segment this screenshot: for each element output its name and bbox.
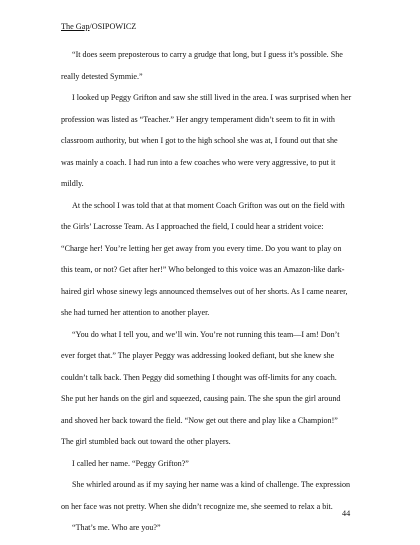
text-line: I called her name. “Peggy Grifton?”	[72, 458, 189, 468]
header-title: The Gap	[61, 22, 90, 31]
text-line: The girl stumbled back out toward the other players.	[61, 437, 231, 446]
text-line: She whirled around as if my saying her name was a kind of challenge. The expression	[72, 480, 351, 489]
text-line: She put her hands on the girl and squeezed, causing pain. The she spun the girl around	[61, 394, 341, 403]
text-line: this team, or not? Get after her!” Who belonged to this voice was an Amazon-like dark-	[61, 265, 345, 274]
text-line: ever forget that.” The player Peggy was addressing looked defiant, but she knew she	[61, 351, 335, 360]
header-separator: /	[89, 22, 92, 31]
text-line: “You do what I tell you, and we’ll win. You’re not running this team—I am! Don’t	[72, 329, 340, 339]
text-line: At the school I was told that at that moment Coach Grifton was out on the field with	[72, 200, 345, 210]
header-author: OSIPOWICZ	[91, 22, 137, 31]
text-line: really detested Symmie.”	[61, 71, 143, 81]
text-line: she had turned her attention to another player.	[61, 308, 210, 317]
text-line: profession was listed as “Teacher.” Her angry temperament didn’t seem to fit in with	[61, 114, 335, 124]
text-line: “That’s me. Who are you?”	[72, 523, 161, 532]
text-line: and shoved her back toward the field. “Now get out there and play like a Champion!”	[61, 415, 338, 425]
text-line: classroom authority, but when I got to the high school she was at, I found out that she	[61, 136, 338, 145]
text-line: haired girl whose sinewy legs announced themselves out of her shorts. As I came nearer,	[61, 286, 348, 296]
text-line: was mainly a coach. I had run into a few coaches who were very aggressive, to put it	[61, 157, 336, 167]
text-line: on her face was not pretty. When she didn’t recognize me, she seemed to relax a bit.	[61, 501, 333, 511]
text-line: mildly.	[61, 179, 84, 188]
body-text	[61, 50, 361, 545]
text-line: I looked up Peggy Grifton and saw she still lived in the area. I was surprised when her	[72, 93, 352, 102]
running-header	[61, 22, 136, 32]
text-line: “It does seem preposterous to carry a grudge that long, but I guess it’s possible. She	[72, 50, 343, 59]
text-line: the Girls’ Lacrosse Team. As I approached the field, I could hear a strident voice:	[61, 222, 324, 231]
text-line: couldn’t talk back. Then Peggy did something I thought was off-limits for any coach.	[61, 372, 337, 382]
text-line: “Charge her! You’re letting her get away from you every time. Do you want to play on	[61, 243, 342, 253]
page-number: 44	[342, 509, 351, 518]
